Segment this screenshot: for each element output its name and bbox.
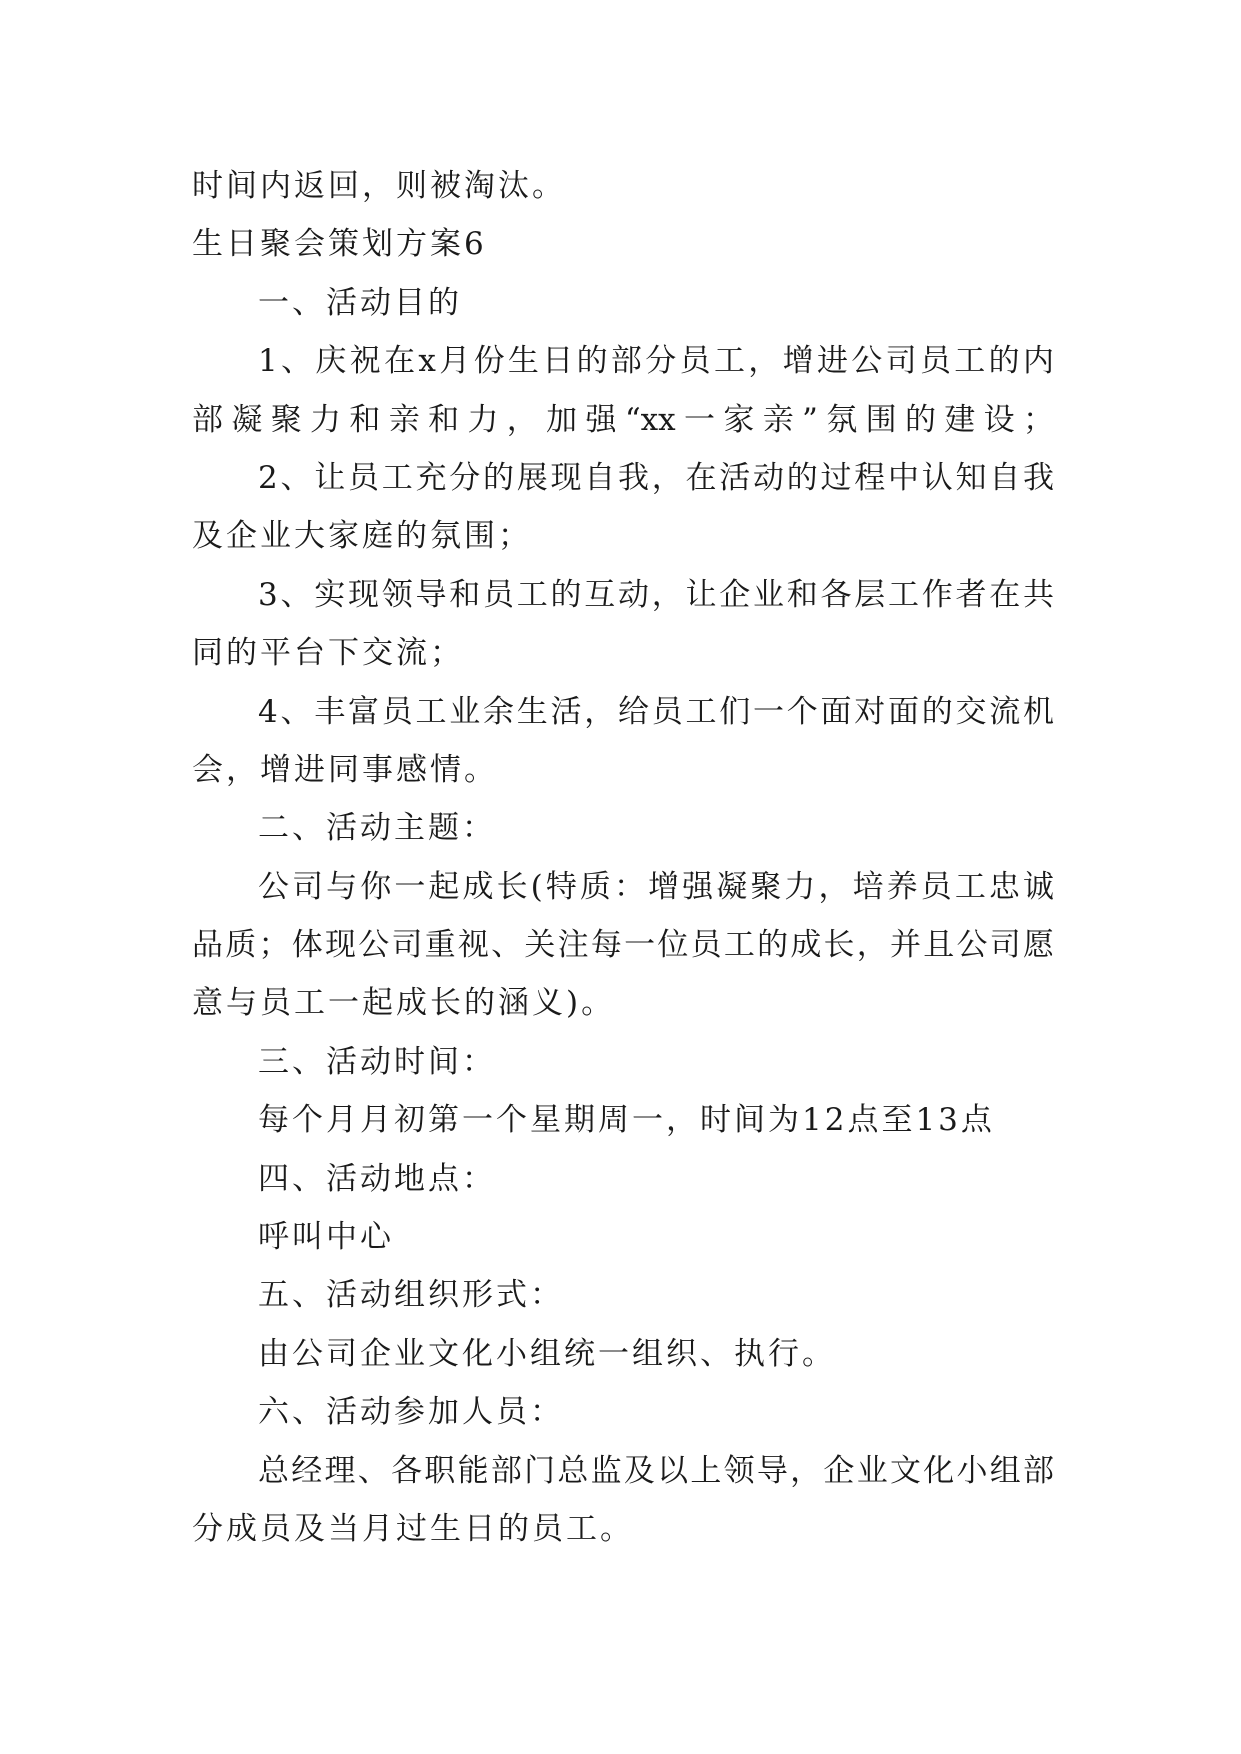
text-line: 分成员及当月过生日的员工。 [192,1510,634,1547]
text-line: 及企业大家庭的氛围； [192,518,532,555]
text-line: 五、活动组织形式： [258,1277,564,1314]
text-line: 呼叫中心 [258,1219,394,1256]
document-body [192,157,1054,1558]
text-line: 意与员工一起成长的涵义)。 [192,985,616,1022]
text-line: 四、活动地点： [258,1160,496,1197]
text-line: 同的平台下交流； [192,635,464,672]
text-line: 生日聚会策划方案6 [192,226,487,263]
text-line: 总经理、各职能部门总监及以上领导，企业文化小组部 [258,1452,1054,1489]
text-line: 时间内返回，则被淘汰。 [192,168,566,204]
text-line: 品质；体现公司重视、关注每一位员工的成长，并且公司愿 [192,927,1054,964]
text-line: 每个月月初第一个星期周一，时间为12点至13点 [258,1102,995,1139]
text-line: 4、丰富员工业余生活，给员工们一个面对面的交流机 [258,693,1054,730]
text-line: 公司与你一起成长(特质：增强凝聚力，培养员工忠诚 [258,868,1054,905]
text-line: 会，增进同事感情。 [192,751,498,788]
text-line: 1、庆祝在x月份生日的部分员工，增进公司员工的内 [258,343,1054,380]
text-line: 由公司企业文化小组统一组织、执行。 [258,1335,836,1372]
text-line: 一、活动目的 [258,284,462,321]
text-line: 2、让员工充分的展现自我，在活动的过程中认知自我 [258,459,1054,496]
text-line: 二、活动主题： [258,810,496,847]
text-line: 三、活动时间： [258,1043,496,1080]
text-line: 六、活动参加人员： [258,1394,564,1431]
text-line: 3、实现领导和员工的互动，让企业和各层工作者在共 [258,576,1054,613]
text-line: 部凝聚力和亲和力，加强“xx一家亲”氛围的建设； [192,401,1054,438]
